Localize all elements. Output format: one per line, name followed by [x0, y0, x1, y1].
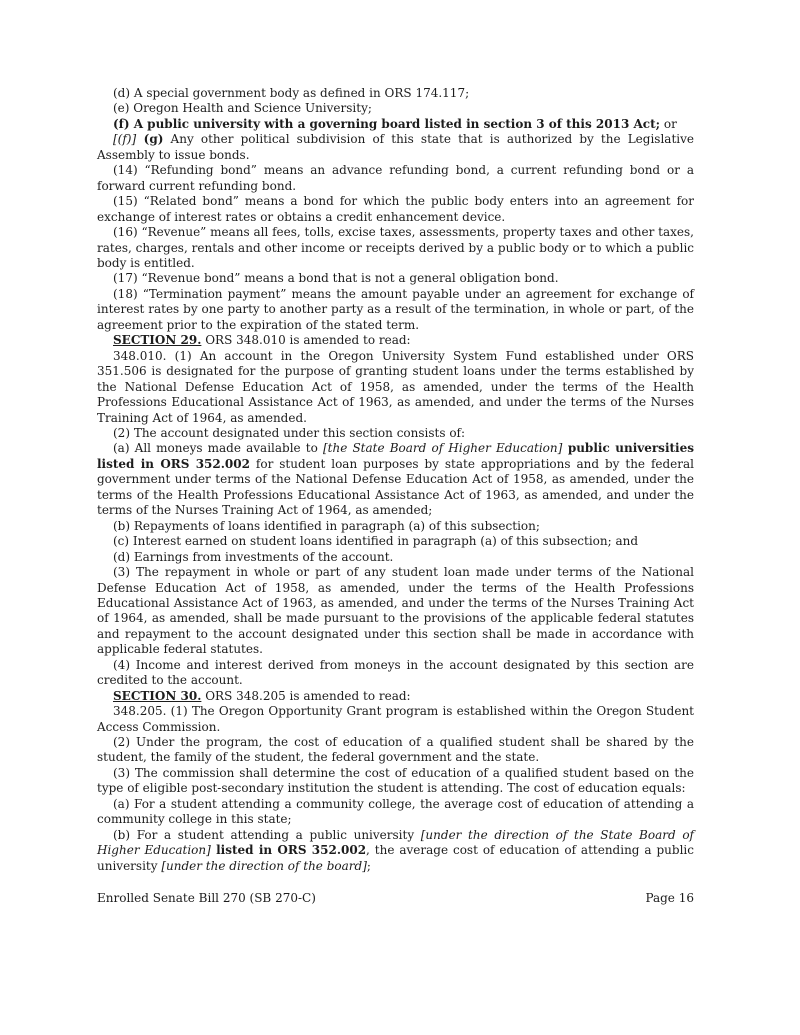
text-run: (2) The account designated under this section consists of: [113, 425, 466, 440]
paragraph [97, 828, 694, 874]
text-run: (16) “Revenue” means all fees, tolls, excise taxes, assessments, property taxes and other taxes, rates, charges, rentals and other income or receipts derived by a public body or to which a public body is entitled. [97, 225, 694, 270]
text-run: for student loan purposes by state appropriations and by the federal government under terms of the National Defense Education Act of 1958, as amended, under the terms of the Health Professions Educational Assistance Act of 1963, as amended, and under the terms of the Nurses Training Act of 1964, as amended; [97, 456, 695, 518]
paragraph [97, 271, 694, 286]
paragraph [97, 333, 694, 348]
paragraph [97, 519, 694, 534]
text-run: (d) A special government body as defined in ORS 174.117; [113, 86, 470, 100]
text-run: (f) A public university with a governing board listed in section 3 of this 2013 Act; [113, 116, 661, 131]
text-run: (3) The repayment in whole or part of any student loan made under terms of the National Defense Education Act of 1958, as amended, under the terms of the Health Professions Educational Assistance Act of 1963, as amended, and under the terms of the Nurses Training Act of 1964, as amended, shall be made pursuant to the provisions of the applicable federal statutes and repayment to the account designated under this section shall be made in accordance with applicable federal statutes. [97, 565, 694, 657]
text-run: ORS 348.205 is amended to read: [201, 688, 411, 703]
paragraph [97, 704, 694, 735]
text-run: (c) Interest earned on student loans identified in paragraph (a) of this subsection; and [113, 534, 639, 549]
paragraph [97, 565, 694, 658]
paragraph [97, 86, 694, 101]
paragraph [97, 534, 694, 549]
text-run: 348.205. (1) The Oregon Opportunity Grant program is established within the Oregon Student Access Commission. [97, 704, 694, 734]
paragraph [97, 349, 694, 426]
text-run: (2) Under the program, the cost of education of a qualified student shall be shared by the student, the family of the student, the federal government and the state. [97, 735, 694, 765]
paragraph [97, 689, 694, 704]
text-run: (g) [136, 132, 164, 147]
text-run: (15) “Related bond” means a bond for which the public body enters into an agreement for exchange of interest rates or obtains a credit enhancement device. [97, 194, 694, 224]
paragraph [97, 132, 694, 163]
page-footer [97, 891, 694, 906]
text-run: 348.010. (1) An account in the Oregon University System Fund established under ORS 351.506 is designated for the purpose of granting student loans under the terms established by the National Defense Education Act of 1958, as amended, under the terms of the Health Professions Educational Assistance Act of 1963, as amended, and under the terms of the Nurses Training Act of 1964, as amended. [97, 348, 694, 425]
paragraph [97, 287, 694, 333]
text-run: (17) “Revenue bond” means a bond that is not a general obligation bond. [113, 271, 559, 286]
text-run: [the State Board of Higher Education] [322, 441, 563, 456]
paragraph [97, 797, 694, 828]
paragraph [97, 101, 694, 116]
text-run: SECTION 30. [113, 688, 202, 703]
text-run: (b) For a student attending a public university [113, 827, 421, 842]
text-run: (d) Earnings from investments of the account. [113, 549, 394, 564]
text-run: [(f)] [113, 132, 137, 147]
text-run: or [660, 116, 677, 131]
paragraph [97, 225, 694, 271]
text-run: (e) Oregon Health and Science University; [113, 101, 372, 116]
paragraph [97, 117, 694, 132]
text-run: SECTION 29. [113, 333, 202, 348]
paragraph [97, 735, 694, 766]
paragraph [97, 550, 694, 565]
text-run: Any other political subdivision of this state that is authorized by the Legislative Assembly to issue bonds. [97, 132, 694, 162]
text-run: [under the direction of the board] [161, 858, 367, 873]
text-run: (3) The commission shall determine the cost of education of a qualified student based on the type of eligible post-secondary institution the student is attending. The cost of education equals: [97, 765, 694, 796]
paragraph [97, 426, 694, 441]
footer-bill-title: Enrolled Senate Bill 270 (SB 270-C) [97, 891, 316, 905]
paragraph [97, 163, 694, 194]
text-run: (a) All moneys made available to [113, 441, 323, 456]
paragraph [97, 441, 694, 518]
text-run: (4) Income and interest derived from moneys in the account designated by this section are credited to the account. [97, 657, 694, 688]
text-run: , the average cost of education of attending a public university [97, 843, 694, 873]
text-run: ORS 348.010 is amended to read: [201, 333, 411, 348]
text-run: (14) “Refunding bond” means an advance refunding bond, a current refunding bond or a forward current refunding bond. [97, 163, 694, 193]
text-run: (18) “Termination payment” means the amount payable under an agreement for exchange of interest rates by one party to another party as a result of the termination, in whole or part, of the agreement prior to the expiration of the stated term. [97, 286, 694, 332]
paragraph [97, 194, 694, 225]
paragraph [97, 766, 694, 797]
text-run: (b) Repayments of loans identified in paragraph (a) of this subsection; [113, 518, 540, 533]
paragraph [97, 658, 694, 689]
text-run: ; [366, 858, 371, 873]
footer-page-number: Page 16 [645, 891, 694, 905]
document-body [97, 86, 694, 874]
text-run: public universities listed in ORS 352.002 [97, 441, 694, 471]
text-run: [under the direction of the State Board of Higher Education] [97, 827, 694, 858]
text-run: listed in ORS 352.002 [210, 843, 367, 858]
text-run: (a) For a student attending a community college, the average cost of education of attending a community college in this state; [97, 796, 694, 827]
